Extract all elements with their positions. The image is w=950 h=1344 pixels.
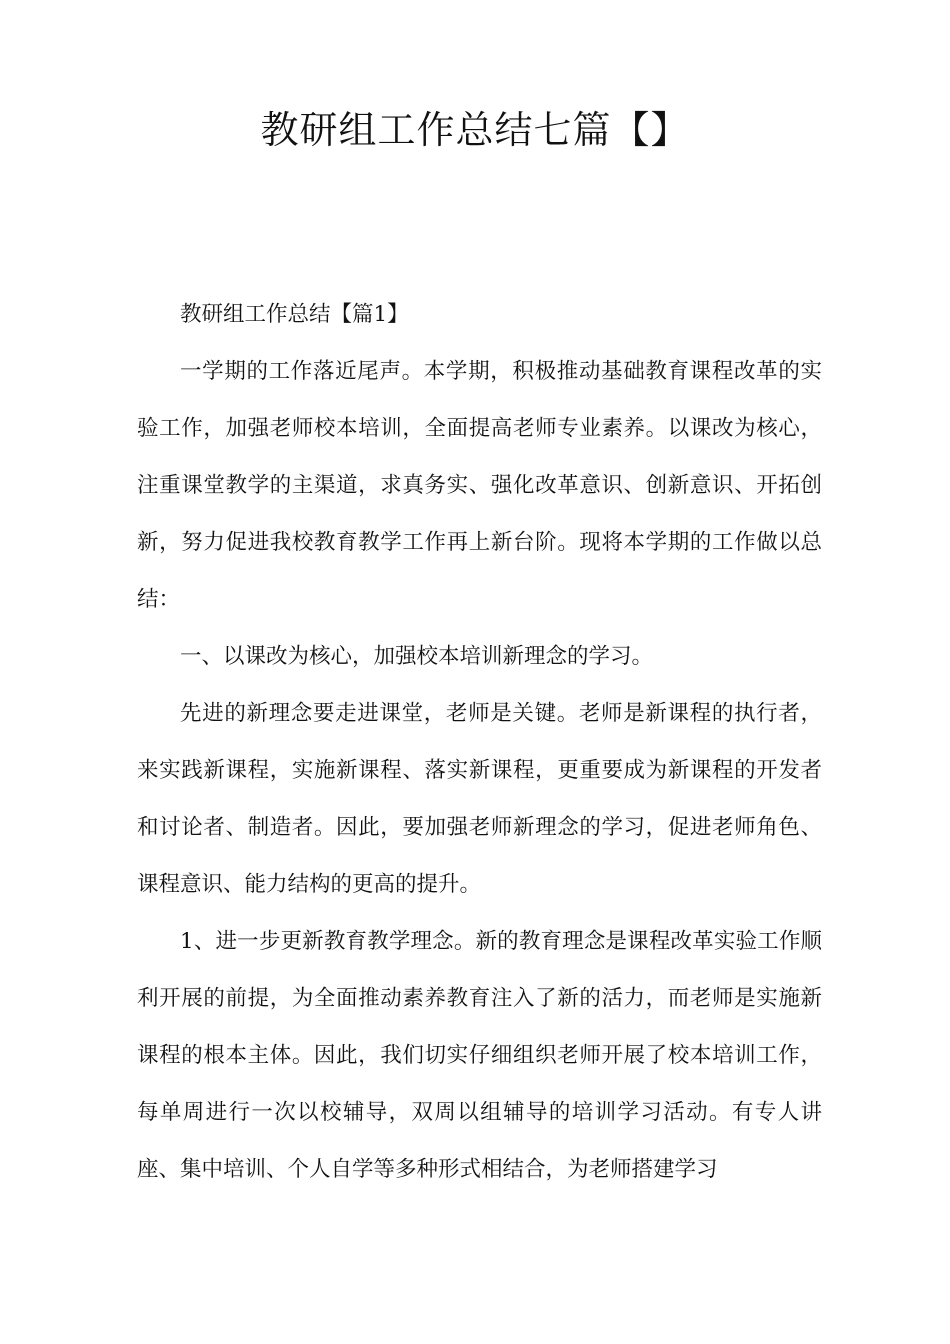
document-title: 教研组工作总结七篇【】	[260, 108, 690, 152]
paragraph: 1、进一步更新教育教学理念。新的教育理念是课程改革实验工作顺利开展的前提，为全面推动素养教育注入了新的活力，而老师是实施新课程的根本主体。因此，我们切实仔细组织老师开展了校本培训工作，每单周进行一次以校辅导，双周以组辅导的培训学习活动。有专人讲座、集中培训、个人自学等多种形式相结合，为老师搭建学习	[137, 929, 822, 1182]
subsection-heading: 一、以课改为核心，加强校本培训新理念的学习。	[180, 644, 654, 669]
paragraph: 一学期的工作落近尾声。本学期，积极推动基础教育课程改革的实验工作，加强老师校本培训，全面提高老师专业素养。以课改为核心，注重课堂教学的主渠道，求真务实、强化改革意识、创新意识、开拓创新，努力促进我校教育教学工作再上新台阶。现将本学期的工作做以总结：	[137, 359, 822, 612]
document-body	[137, 286, 822, 1198]
paragraph: 先进的新理念要走进课堂，老师是关键。老师是新课程的执行者，来实践新课程，实施新课程、落实新课程，更重要成为新课程的开发者和讨论者、制造者。因此，要加强老师新理念的学习，促进老师角色、课程意识、能力结构的更高的提升。	[137, 701, 822, 897]
section-heading: 教研组工作总结【篇1】	[180, 302, 409, 327]
